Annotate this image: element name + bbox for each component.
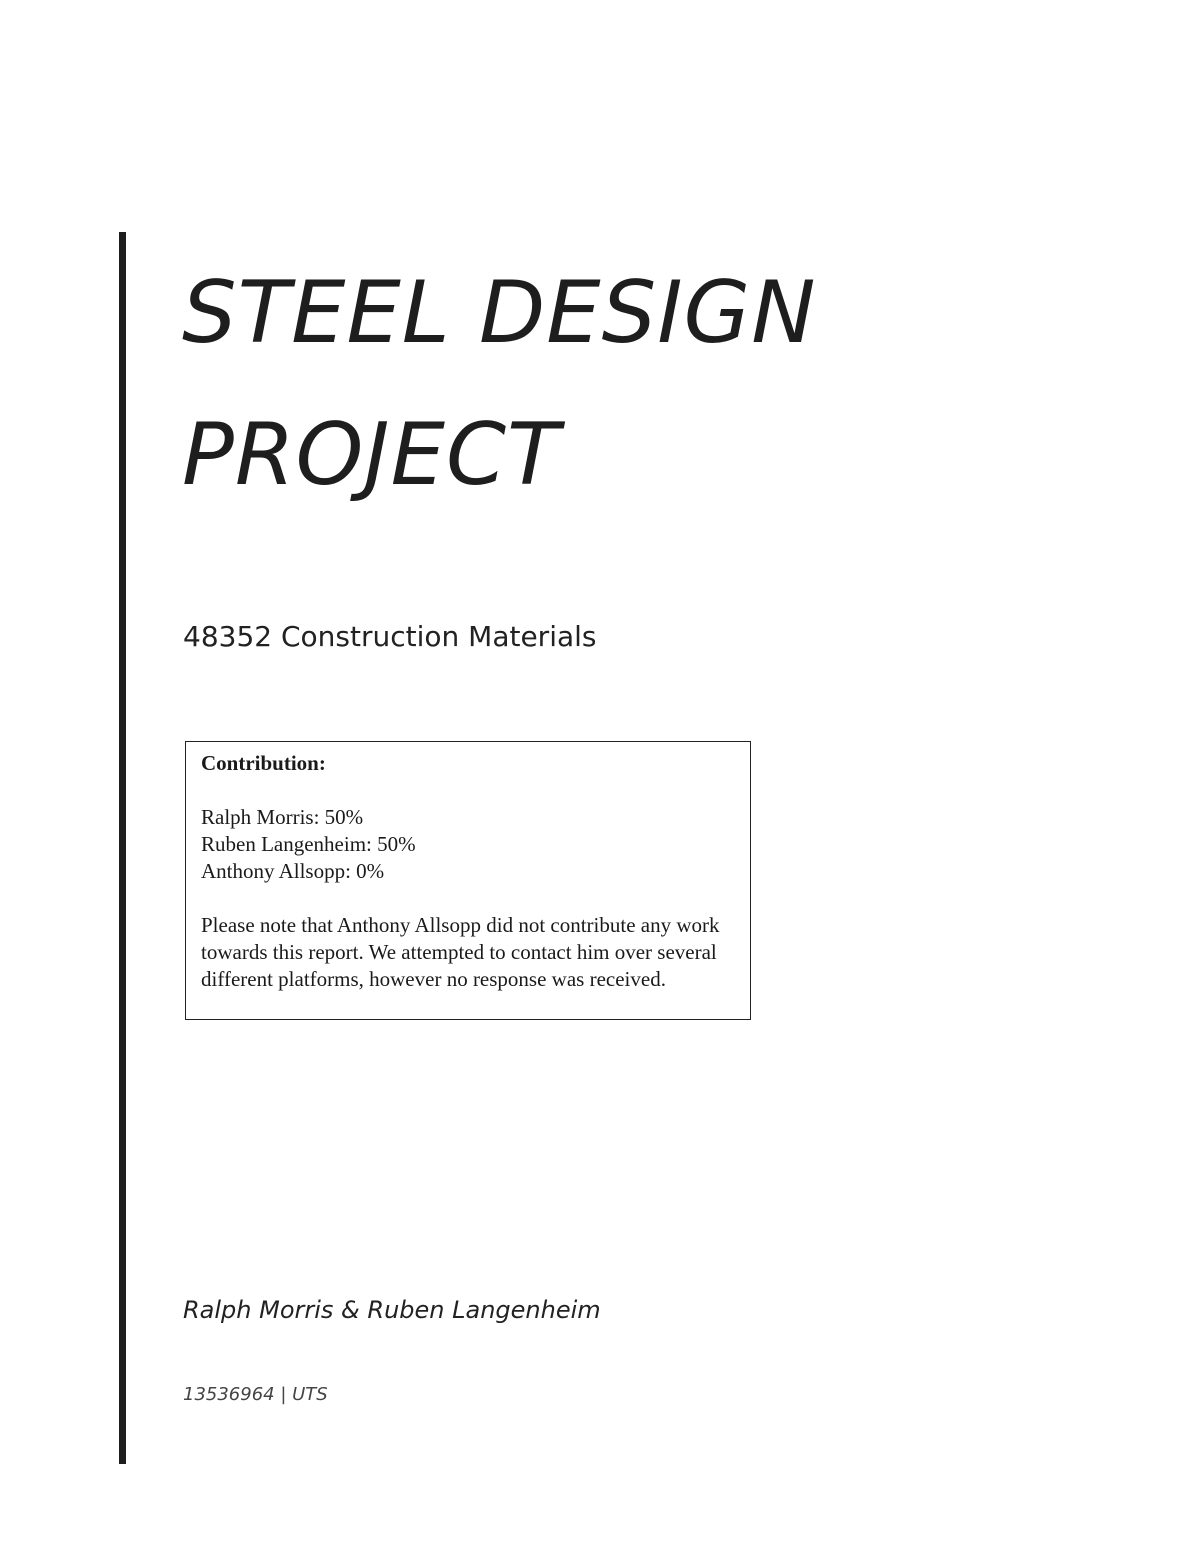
student-id-line: 13536964 | UTS bbox=[183, 1384, 328, 1405]
contribution-list bbox=[201, 804, 736, 885]
document-title-line-1: STEEL DESIGN bbox=[182, 263, 817, 363]
contribution-box bbox=[185, 741, 751, 1020]
contribution-note: Please note that Anthony Allsopp did not contribute any work towards this report. We attempted to contact him over several different platforms, however no response was received. bbox=[201, 913, 720, 991]
vertical-accent-rule bbox=[119, 232, 126, 1464]
contribution-entry: Ruben Langenheim: 50% bbox=[201, 832, 416, 856]
contribution-entry: Ralph Morris: 50% bbox=[201, 805, 364, 829]
document-title-line-2: PROJECT bbox=[182, 405, 561, 505]
authors-line: Ralph Morris & Ruben Langenheim bbox=[183, 1296, 601, 1324]
contribution-entry: Anthony Allsopp: 0% bbox=[201, 859, 385, 883]
contribution-heading: Contribution: bbox=[201, 751, 326, 775]
course-subtitle: 48352 Construction Materials bbox=[183, 620, 597, 653]
